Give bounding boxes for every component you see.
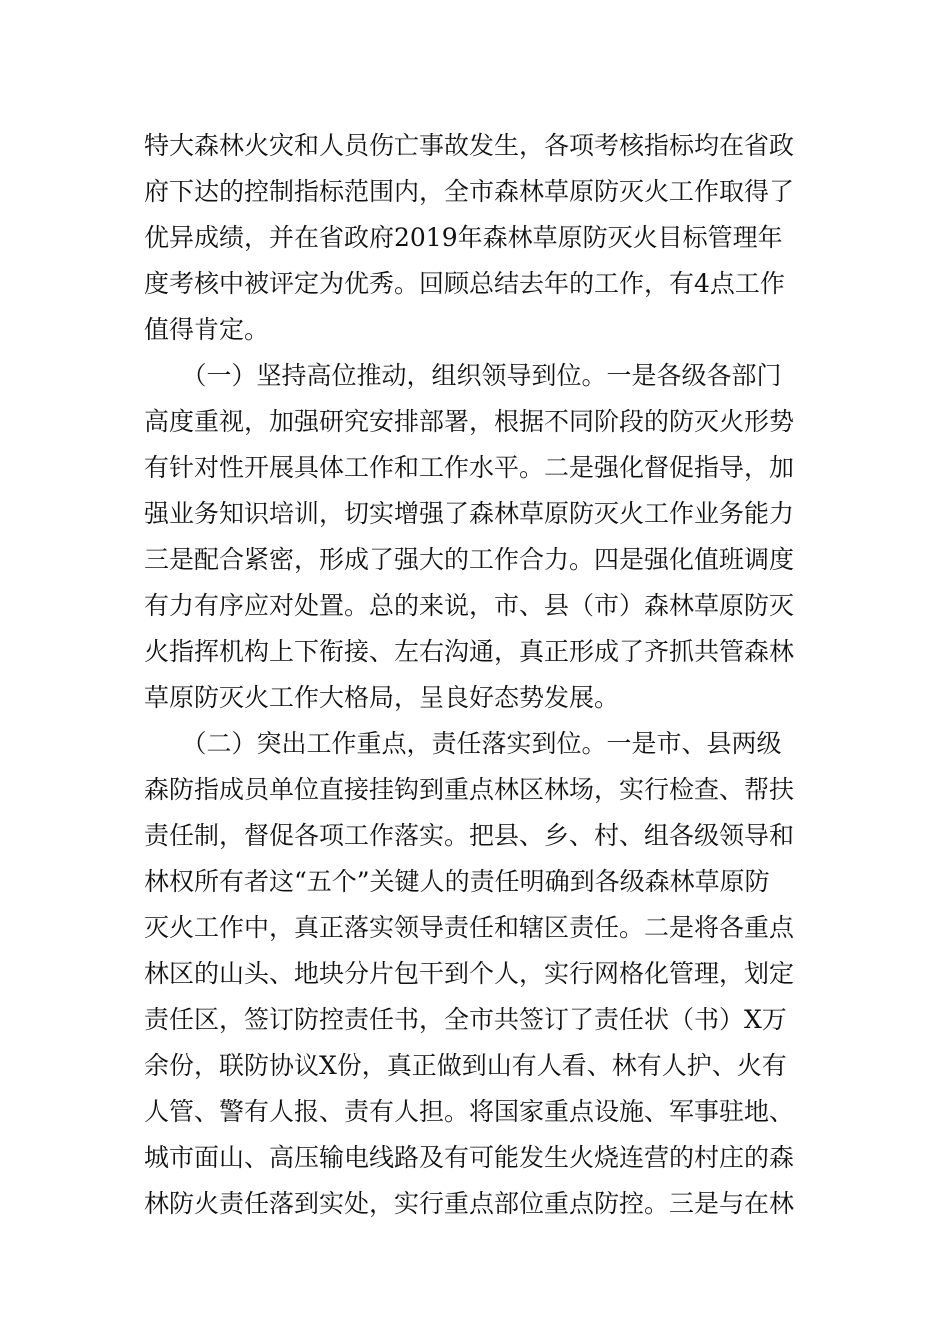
text-line: 林权所有者这“五个”关键人的责任明确到各级森林草原防 <box>144 867 770 896</box>
text-line: 度考核中被评定为优秀。回顾总结去年的工作，有4点工作 <box>144 269 785 298</box>
text-line: 森防指成员单位直接挂钩到重点林区林场，实行检查、帮扶 <box>144 775 795 804</box>
text-line: 林区的山头、地块分片包干到个人，实行网格化管理，划定 <box>144 959 795 988</box>
text-line: 责任制，督促各项工作落实。把县、乡、村、组各级领导和 <box>144 821 795 850</box>
text-line: 林防火责任落到实处，实行重点部位重点防控。三是与在林 <box>144 1189 795 1218</box>
text-line: （一）坚持高位推动，组织领导到位。一是各级各部门 <box>144 361 782 390</box>
text-line: 火指挥机构上下衔接、左右沟通，真正形成了齐抓共管森林 <box>144 637 795 666</box>
text-line: 值得肯定。 <box>144 315 270 344</box>
text-line: 灭火工作中，真正落实领导责任和辖区责任。二是将各重点 <box>144 913 795 942</box>
text-line: 强业务知识培训，切实增强了森林草原防灭火工作业务能力 <box>144 499 795 528</box>
text-line: 高度重视，加强研究安排部署，根据不同阶段的防灭火形势 <box>144 407 795 436</box>
text-line: 责任区，签订防控责任书，全市共签订了责任状（书）X万 <box>144 1005 787 1034</box>
text-line: 余份，联防协议X份，真正做到山有人看、林有人护、火有 <box>144 1051 787 1080</box>
text-line: 三是配合紧密，形成了强大的工作合力。四是强化值班调度 <box>144 545 795 574</box>
text-line: 优异成绩，并在省政府2019年森林草原防灭火目标管理年 <box>144 223 783 252</box>
text-line: 人管、警有人报、责有人担。将国家重点设施、军事驻地、 <box>144 1097 795 1126</box>
text-line: 府下达的控制指标范围内，全市森林草原防灭火工作取得了 <box>144 177 795 206</box>
text-line: 特大森林火灾和人员伤亡事故发生，各项考核指标均在省政 <box>144 131 795 160</box>
document-body <box>144 123 816 1227</box>
text-line: 城市面山、高压输电线路及有可能发生火烧连营的村庄的森 <box>144 1143 795 1172</box>
text-line: 有力有序应对处置。总的来说，市、县（市）森林草原防灭 <box>144 591 795 620</box>
text-line: 草原防灭火工作大格局，呈良好态势发展。 <box>144 683 620 712</box>
text-line: 有针对性开展具体工作和工作水平。二是强化督促指导，加 <box>144 453 795 482</box>
text-line: （二）突出工作重点，责任落实到位。一是市、县两级 <box>144 729 782 758</box>
